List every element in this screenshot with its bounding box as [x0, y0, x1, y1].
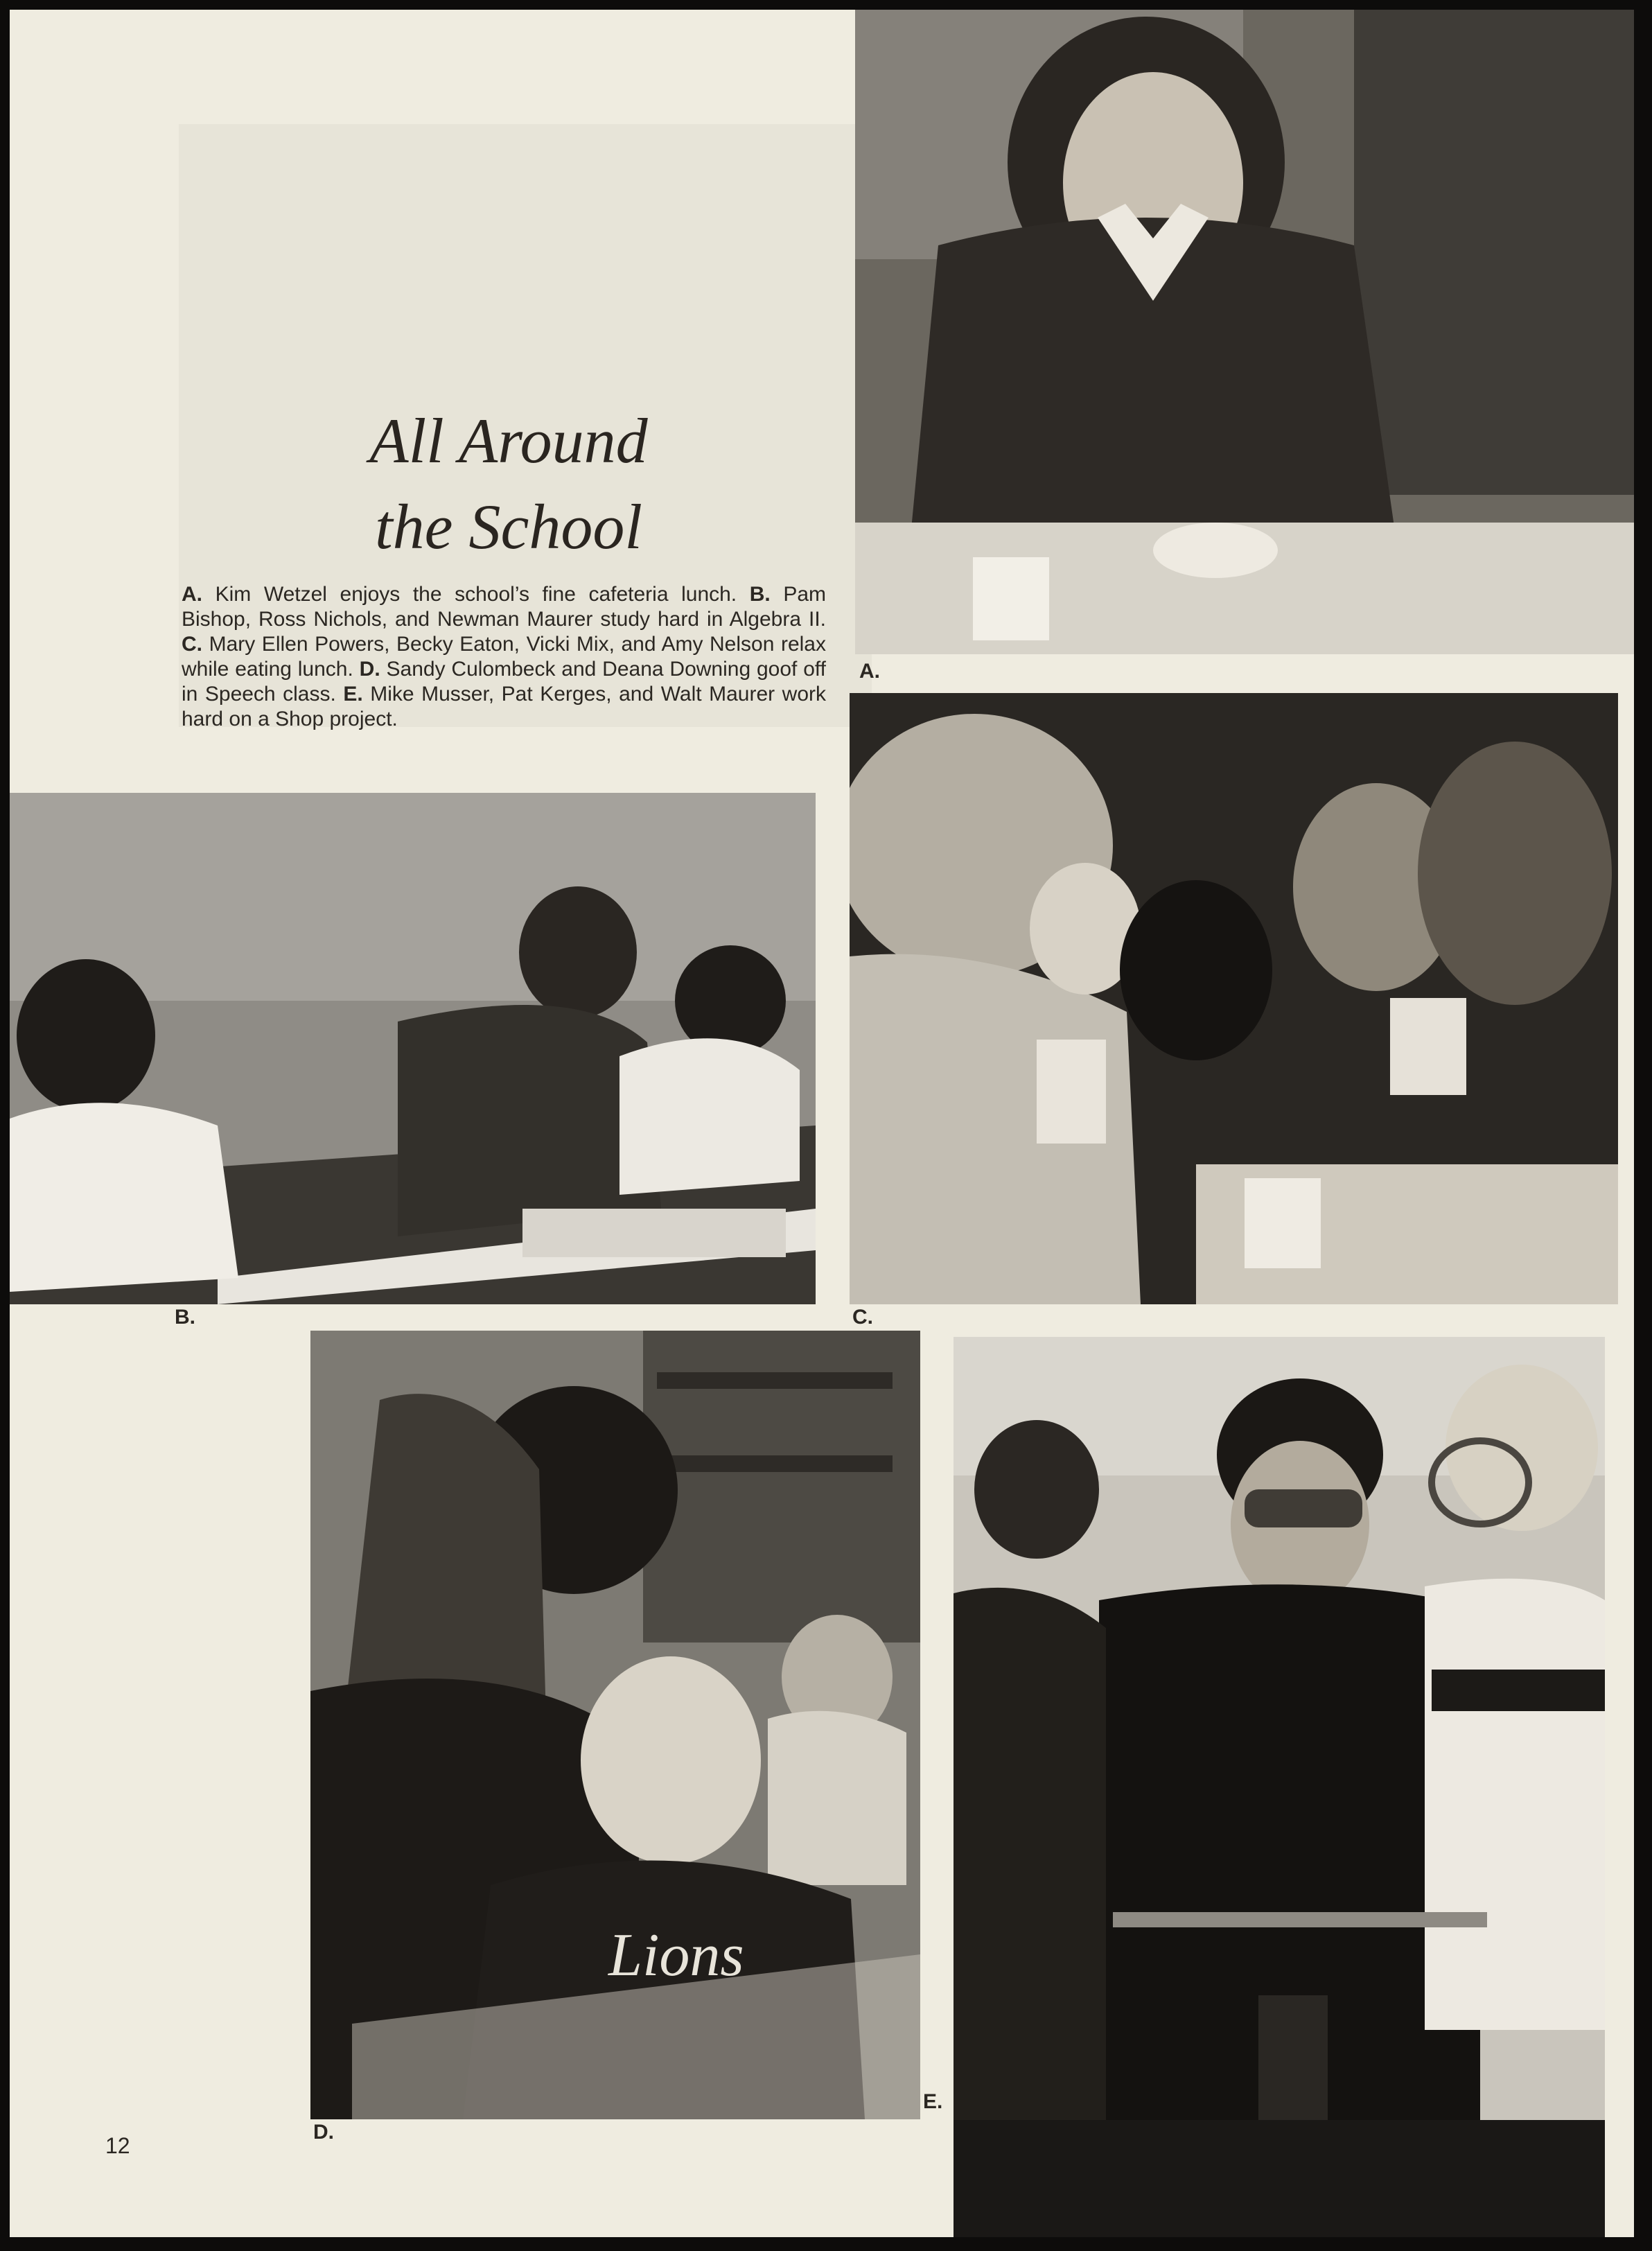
photo-e-label: E. [923, 2090, 943, 2113]
photo-e [954, 1337, 1605, 2237]
caption-text-a: Kim Wetzel enjoys the school’s fine cafeteria lunch. [215, 583, 737, 606]
caption-letter-c: C. [182, 633, 202, 656]
photo-captions [182, 582, 826, 732]
caption-letter-b: B. [749, 583, 771, 606]
photo-a-label: A. [859, 660, 880, 683]
title-line-1: All Around [369, 405, 648, 476]
photo-d-label: D. [313, 2121, 334, 2144]
title-line-2: the School [375, 491, 642, 562]
photo-d-image [310, 1331, 920, 2119]
photo-b-label: B. [175, 1306, 195, 1329]
page-title [315, 398, 703, 570]
caption-letter-e: E. [343, 683, 363, 706]
yearbook-page [10, 10, 1634, 2237]
caption-letter-a: A. [182, 583, 202, 606]
page-number: 12 [105, 2133, 130, 2158]
sweater-lettering: Lions [608, 1922, 744, 1989]
caption-text-b: Pam Bishop, Ross Nichols, and Newman Maurer study hard in Algebra II. [182, 583, 826, 631]
photo-a [855, 10, 1634, 654]
photo-c [850, 693, 1618, 1304]
photo-b [10, 793, 816, 1304]
caption-text-c: Mary Ellen Powers, Becky Eaton, Vicki Mix, and Amy Nelson relax while eating lunch. [182, 633, 826, 681]
photo-c-image [850, 693, 1618, 1304]
caption-text-e: Mike Musser, Pat Kerges, and Walt Maurer work hard on a Shop project. [182, 683, 826, 730]
caption-letter-d: D. [359, 658, 380, 681]
photo-c-label: C. [852, 1306, 873, 1329]
photo-d [310, 1331, 920, 2119]
photo-e-image [954, 1337, 1605, 2237]
caption-text-d: Sandy Culombeck and Deana Downing goof off in Speech class. [182, 658, 827, 706]
photo-a-image [855, 10, 1634, 654]
photo-b-image [10, 793, 816, 1304]
